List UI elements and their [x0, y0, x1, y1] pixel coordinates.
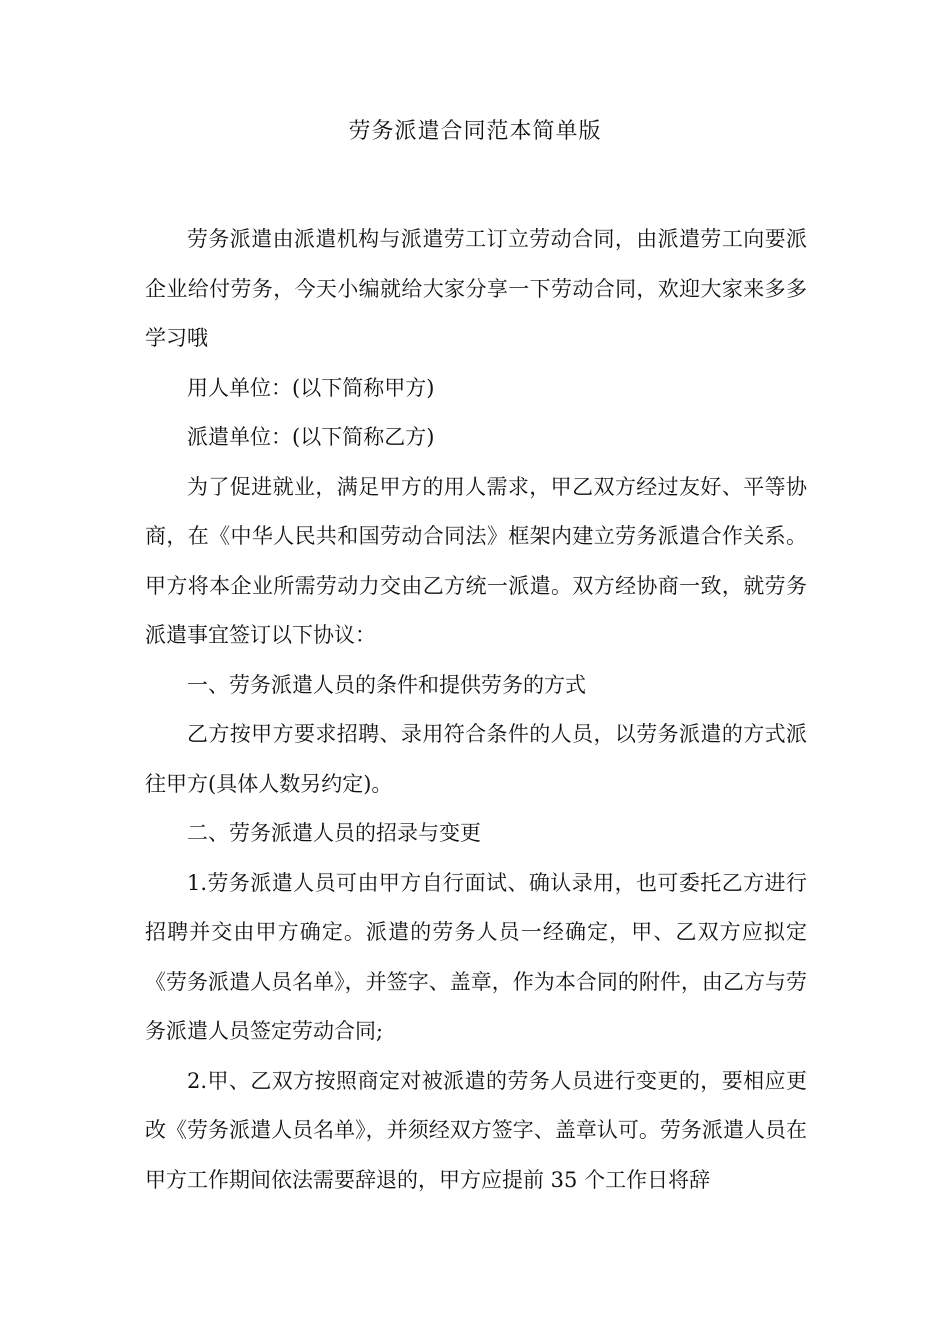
- paragraph-intro: 劳务派遣由派遣机构与派遣劳工订立劳动合同，由派遣劳工向要派企业给付劳务，今天小编就给大家分享一下劳动合同，欢迎大家来多多学习哦: [145, 227, 807, 350]
- section-heading-2: 二、劳务派遣人员的招录与变更: [187, 821, 481, 845]
- document-body: [145, 215, 807, 1205]
- section-heading-1: 一、劳务派遣人员的条件和提供劳务的方式: [187, 672, 586, 697]
- paragraph-dispatcher: 派遣单位：(以下简称乙方): [187, 425, 435, 449]
- paragraph-employer: 用人单位：(以下简称甲方): [187, 375, 435, 400]
- paragraph-clause-2-2: 2.甲、乙双方按照商定对被派遣的劳务人员进行变更的，要相应更改《劳务派遣人员名单》，并须经双方签字、盖章认可。劳务派遣人员在甲方工作期间依法需要辞退的，甲方应提前 35 个工作日将辞: [145, 1068, 807, 1192]
- paragraph-section-1: 乙方按甲方要求招聘、录用符合条件的人员，以劳务派遣的方式派往甲方(具体人数另约定)。: [145, 722, 807, 796]
- paragraph-preamble: 为了促进就业，满足甲方的用人需求，甲乙双方经过友好、平等协商，在《中华人民共和国劳动合同法》框架内建立劳务派遣合作关系。甲方将本企业所需劳动力交由乙方统一派遣。双方经协商一致，就劳务派遣事宜签订以下协议：: [145, 474, 807, 647]
- paragraph-clause-2-1: 1.劳务派遣人员可由甲方自行面试、确认录用，也可委托乙方进行招聘并交由甲方确定。派遣的劳务人员一经确定，甲、乙双方应拟定《劳务派遣人员名单》，并签字、盖章，作为本合同的附件，由乙方与劳务派遣人员签定劳动合同;: [145, 870, 807, 1043]
- document-title: 劳务派遣合同范本简单版: [348, 119, 602, 144]
